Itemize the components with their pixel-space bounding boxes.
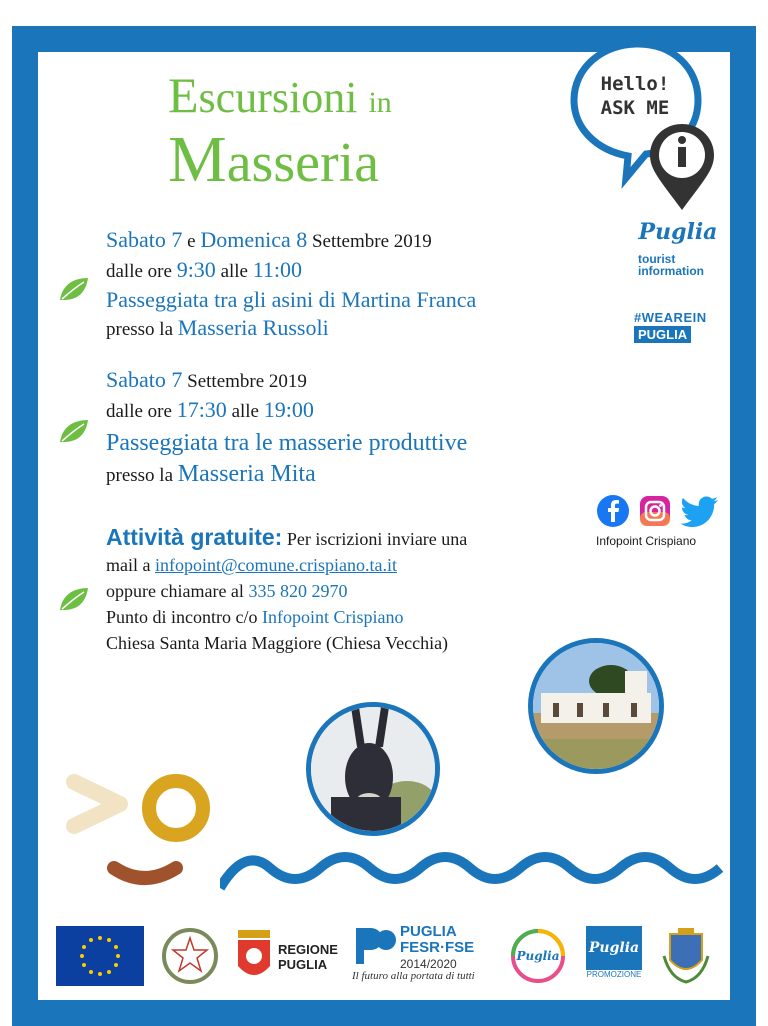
church-name: Chiesa Santa Maria Maggiore (Chiesa Vecchia) bbox=[106, 633, 449, 653]
event1-from-time: 9:30 bbox=[176, 257, 216, 282]
event1-to-label: alle bbox=[220, 261, 248, 282]
donkey-photo bbox=[306, 702, 440, 836]
signup-text: Per iscrizioni inviare una bbox=[286, 529, 468, 549]
event1-activity: Passeggiata tra gli asini di Martina Franca bbox=[106, 287, 477, 312]
facebook-icon[interactable] bbox=[596, 494, 630, 528]
info-pin-icon bbox=[650, 124, 714, 210]
event2-from-label: dalle ore bbox=[106, 401, 172, 422]
event-block-1 bbox=[106, 226, 476, 344]
information-label: information bbox=[638, 264, 704, 278]
leaf-icon bbox=[58, 276, 90, 302]
event1-from-label: dalle ore bbox=[106, 261, 172, 282]
puglia-promozione-logo bbox=[586, 926, 642, 979]
meeting-place: Infopoint Crispiano bbox=[262, 607, 404, 627]
event2-to-time: 19:00 bbox=[263, 397, 314, 422]
por-p-icon bbox=[352, 926, 396, 966]
title-cap-e: E bbox=[168, 67, 199, 123]
eu-flag-logo bbox=[56, 926, 144, 986]
decorative-wave bbox=[220, 838, 730, 914]
puglia365-logo bbox=[510, 928, 566, 984]
event1-day1: Sabato 7 bbox=[106, 227, 183, 252]
italian-republic-emblem bbox=[162, 926, 218, 986]
event-block-2 bbox=[106, 366, 467, 490]
phone-number[interactable]: 335 820 2970 bbox=[248, 581, 348, 601]
decorative-smiley bbox=[64, 770, 224, 900]
title-cap-m: M bbox=[168, 123, 227, 196]
fesr-puglia-label: PUGLIA bbox=[400, 923, 457, 940]
email-link[interactable]: infopoint@comune.crispiano.ta.it bbox=[154, 555, 398, 575]
regione-label: REGIONE bbox=[278, 942, 338, 957]
event1-day2: Domenica 8 bbox=[200, 227, 308, 252]
puglia-badge: PUGLIA bbox=[634, 326, 691, 343]
social-handle: Infopoint Crispiano bbox=[596, 534, 697, 548]
event2-from-time: 17:30 bbox=[176, 397, 227, 422]
event2-activity: Passeggiata tra le masserie produttive bbox=[106, 430, 468, 456]
title-word-in: in bbox=[368, 86, 392, 119]
event1-at-label: presso la bbox=[106, 319, 174, 340]
bubble-line1: Hello! bbox=[600, 73, 670, 95]
puglia-label: PUGLIA bbox=[278, 957, 328, 972]
title-word-escursioni: scursioni bbox=[198, 73, 358, 122]
fesr-label: FESR·FSE bbox=[400, 939, 475, 956]
title-word-masseria: asseria bbox=[226, 132, 380, 194]
phone-label: oppure chiamare al bbox=[106, 581, 244, 601]
instagram-icon[interactable] bbox=[638, 494, 672, 528]
info-block bbox=[106, 524, 467, 656]
slogan-label: Il futuro alla portata di tutti bbox=[352, 970, 475, 982]
event2-at-label: presso la bbox=[106, 465, 174, 486]
leaf-icon bbox=[58, 418, 90, 444]
footer-logos bbox=[56, 924, 716, 990]
free-activities-title: Attività gratuite: bbox=[106, 524, 283, 550]
weare-label: #WEAREIN bbox=[634, 310, 707, 325]
bubble-line2: ASK ME bbox=[600, 97, 670, 119]
event2-place: Masseria Mita bbox=[177, 461, 316, 487]
puglia-promo-script: Puglia bbox=[586, 926, 642, 970]
tourist-label: tourist bbox=[638, 252, 676, 266]
years-label: 2014/2020 bbox=[400, 957, 457, 971]
masseria-photo bbox=[528, 638, 664, 774]
svg-text:Puglia: Puglia bbox=[516, 949, 560, 963]
leaf-icon bbox=[58, 586, 90, 612]
meeting-label: Punto di incontro c/o bbox=[106, 607, 258, 627]
event2-to-label: alle bbox=[231, 401, 259, 422]
poster-title bbox=[168, 67, 468, 196]
social-block bbox=[596, 494, 726, 548]
regione-puglia-crest bbox=[234, 926, 274, 986]
crispiano-crest bbox=[660, 926, 712, 986]
event2-day: Sabato 7 bbox=[106, 367, 183, 392]
event2-month: Settembre 2019 bbox=[187, 371, 307, 392]
promozione-label: PROMOZIONE bbox=[586, 970, 642, 979]
mail-label: mail a bbox=[106, 555, 151, 575]
puglia-tourist-logo bbox=[630, 219, 726, 277]
twitter-icon[interactable] bbox=[680, 494, 720, 528]
puglia-script-logo: Puglia bbox=[638, 219, 718, 245]
event1-place: Masseria Russoli bbox=[177, 315, 329, 340]
ask-me-bubble bbox=[568, 38, 718, 238]
event1-to-time: 11:00 bbox=[252, 257, 303, 282]
weareinpuglia-logo bbox=[634, 310, 716, 346]
event1-month: Settembre 2019 bbox=[311, 231, 432, 252]
event1-and: e bbox=[187, 231, 196, 252]
